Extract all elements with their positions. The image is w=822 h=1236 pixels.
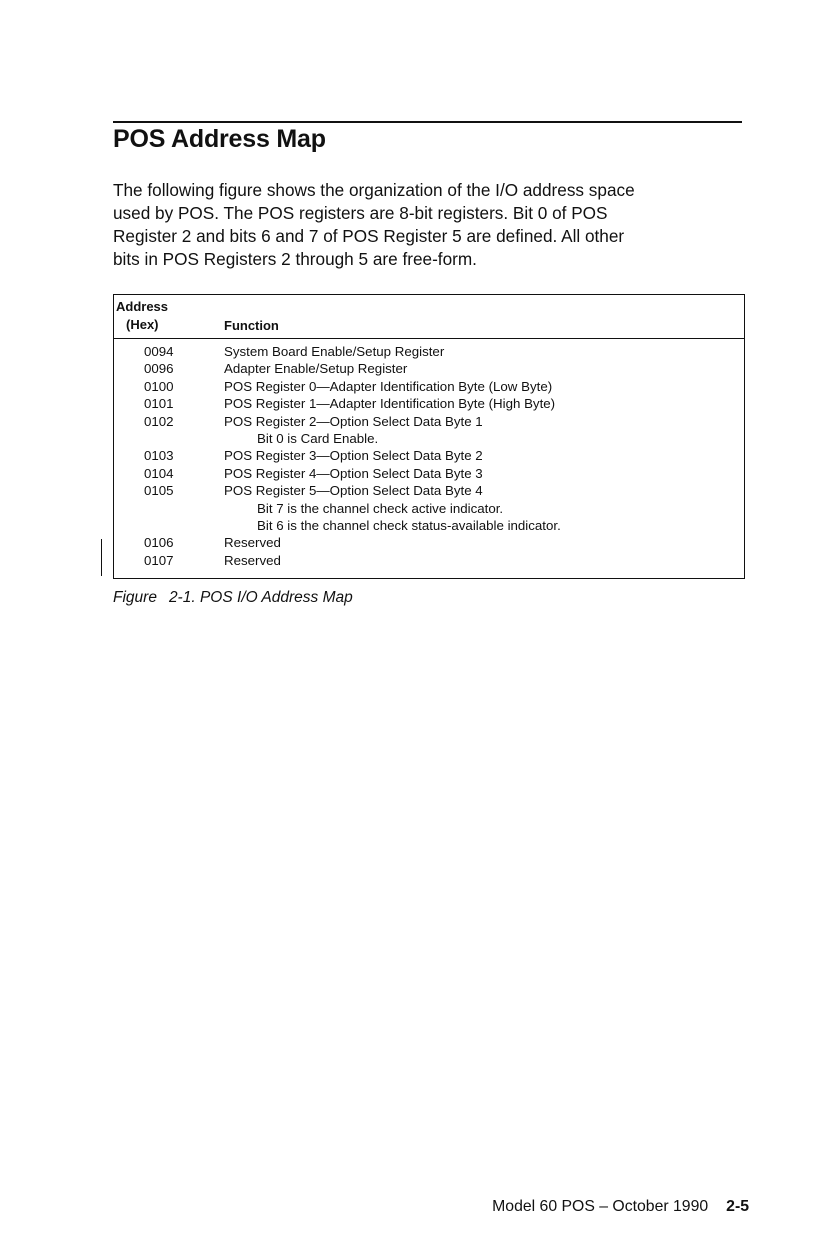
row-function: Reserved bbox=[224, 552, 281, 568]
table-row bbox=[113, 447, 745, 464]
table-row bbox=[113, 378, 745, 395]
column-header-address: Address bbox=[116, 299, 169, 314]
row-address: 0102 bbox=[144, 413, 174, 429]
footer-text: Model 60 POS – October 1990 bbox=[492, 1198, 709, 1215]
table-row bbox=[113, 430, 745, 447]
section-title: POS Address Map bbox=[113, 125, 326, 153]
row-address: 0107 bbox=[144, 552, 174, 568]
page-number: 2-5 bbox=[726, 1198, 749, 1215]
row-function: POS Register 4—Option Select Data Byte 3 bbox=[224, 465, 483, 481]
row-function: POS Register 2—Option Select Data Byte 1 bbox=[224, 413, 483, 429]
row-address: 0104 bbox=[144, 465, 174, 481]
figure-number: 2-1. bbox=[168, 589, 196, 606]
row-function: POS Register 0—Adapter Identification Byte (Low Byte) bbox=[224, 378, 553, 394]
row-note: Bit 7 is the channel check active indicator. bbox=[257, 500, 504, 516]
header-divider bbox=[113, 338, 745, 339]
column-header-function: Function bbox=[224, 318, 279, 333]
figure-title: POS I/O Address Map bbox=[199, 589, 353, 606]
intro-line: Register 2 and bits 6 and 7 of POS Register 5 are defined. All other bbox=[113, 226, 625, 246]
intro-paragraph bbox=[113, 179, 753, 271]
row-address: 0094 bbox=[144, 344, 174, 359]
row-address: 0105 bbox=[144, 483, 174, 499]
row-address: 0101 bbox=[144, 396, 174, 412]
table-row bbox=[113, 500, 745, 517]
row-note: Bit 0 is Card Enable. bbox=[257, 430, 379, 446]
row-address: 0103 bbox=[144, 448, 174, 464]
table-row bbox=[113, 343, 745, 360]
figure-label: Figure bbox=[113, 589, 157, 606]
row-function: POS Register 1—Adapter Identification Byte (High Byte) bbox=[224, 396, 556, 412]
table-row bbox=[113, 534, 745, 551]
table-row bbox=[113, 465, 745, 482]
row-function: POS Register 3—Option Select Data Byte 2 bbox=[224, 448, 483, 464]
table-row bbox=[113, 517, 745, 534]
page-footer bbox=[492, 1197, 749, 1217]
row-address: 0106 bbox=[144, 535, 174, 551]
table-row bbox=[113, 552, 745, 569]
row-address: 0096 bbox=[144, 361, 174, 377]
table-body bbox=[113, 343, 745, 569]
table-row bbox=[113, 360, 745, 377]
intro-line: used by POS. The POS registers are 8-bit registers. Bit 0 of POS bbox=[113, 203, 608, 223]
table-row bbox=[113, 482, 745, 499]
row-function: System Board Enable/Setup Register bbox=[224, 344, 445, 359]
table-row bbox=[113, 395, 745, 412]
row-address: 0100 bbox=[144, 378, 174, 394]
row-note: Bit 6 is the channel check status-available indicator. bbox=[257, 517, 561, 533]
row-function: Adapter Enable/Setup Register bbox=[224, 361, 408, 377]
row-function: POS Register 5—Option Select Data Byte 4 bbox=[224, 483, 483, 499]
row-function: Reserved bbox=[224, 535, 281, 551]
section-top-rule bbox=[113, 121, 742, 123]
table-row bbox=[113, 413, 745, 430]
intro-line: bits in POS Registers 2 through 5 are free-form. bbox=[113, 249, 477, 269]
intro-line: The following figure shows the organization of the I/O address space bbox=[113, 180, 635, 200]
revision-change-bar bbox=[101, 539, 102, 576]
figure-caption bbox=[113, 588, 353, 608]
column-header-address-hex: (Hex) bbox=[126, 317, 159, 332]
